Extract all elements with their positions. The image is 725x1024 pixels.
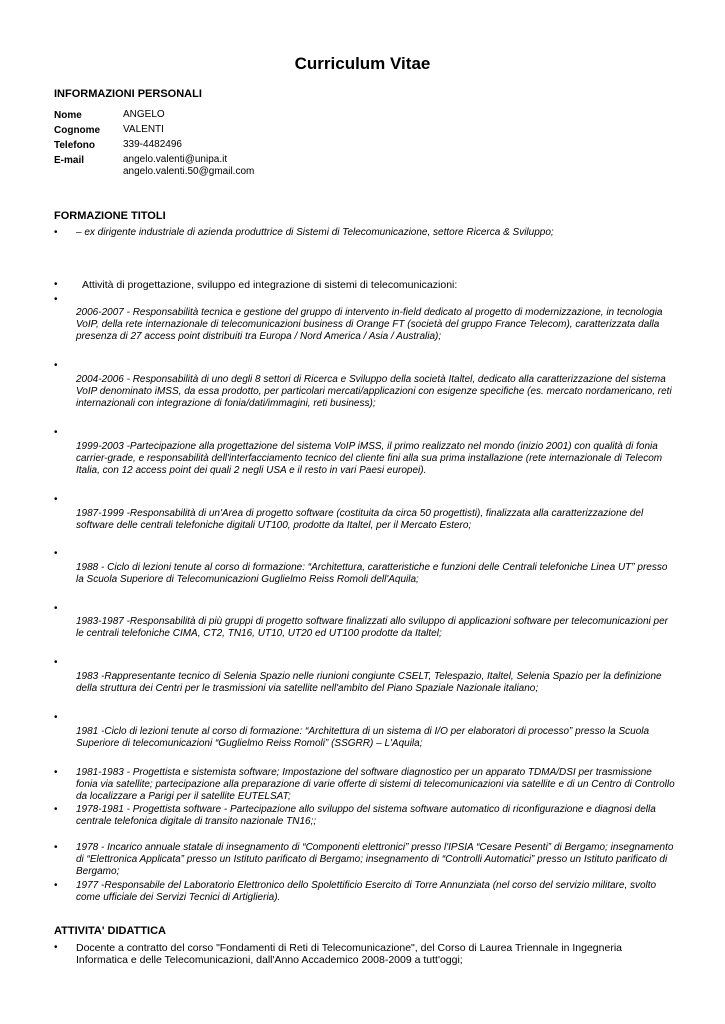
training-item: 1983 -Rappresentante tecnico di Selenia Spazio nelle riunioni congiunte CSELT, Telespazio, Italtel, Selenia Spazio per la definizione della struttura dei Centri per le trasmissioni via satellite nell'ambito del Piano Spaziale Nazionale italiano; xyxy=(76,671,662,694)
bullet: • xyxy=(54,548,58,559)
bullet: • xyxy=(54,360,58,371)
training-intro: – ex dirigente industriale di azienda produttrice di Sistemi di Telecomunicazione, settore Ricerca & Sviluppo; xyxy=(76,227,554,238)
phone-label: Telefono xyxy=(54,140,95,151)
bullet: • xyxy=(54,804,58,815)
bullet: • xyxy=(54,603,58,614)
training-item: 1981-1983 - Progettista e sistemista software; Impostazione del software diagnostico per un apparato TDMA/DSI per trasmissione fonia via satellite; partecipazione alla preparazione di varie offerte di sistemi di telecomunicazioni via satellite e di un Centro di Controllo da localizzare a Parigi per il satellite EUTELSAT; xyxy=(76,767,675,802)
email-value-1[interactable]: angelo.valenti@unipa.it xyxy=(123,154,228,165)
training-item: 1988 - Ciclo di lezioni tenute al corso di formazione: “Architettura, caratteristiche e funzioni delle Centrali telefoniche Linea UT” presso la Scuola Superiore di Telecomunicazioni Guglielmo Reiss Romoli dell'Aquila; xyxy=(76,562,668,585)
bullet: • xyxy=(54,712,58,723)
name-label: Nome xyxy=(54,110,82,121)
training-item: 1978 - Incarico annuale statale di insegnamento di “Componenti elettronici” presso l'IPSIA “Cesare Pesenti” di Bergamo; insegnamento di “Elettronica Applicata” presso un Istituto parificato di Bergamo; insegnamento di “Controlli Automatici” presso un Istituto parificato di Bergamo; xyxy=(76,842,674,877)
training-item: 1977 -Responsabile del Laboratorio Elettronico dello Spolettificio Esercito di Torre Annunziata (nel corso del servizio militare, svolto come ufficiale dei Servizi Tecnici di Artiglieria). xyxy=(76,880,657,903)
bullet: • xyxy=(54,880,58,891)
training-item: 1978-1981 - Progettista software - Partecipazione allo sviluppo del sistema software automatico di riconfigurazione e diagnosi della centrale telefonica digitale di transito nazionale TN16;; xyxy=(76,804,656,827)
name-value: ANGELO xyxy=(123,109,165,120)
document-title: Curriculum Vitae xyxy=(294,54,431,73)
teaching-heading: ATTIVITA' DIDATTICA xyxy=(54,925,166,937)
bullet: • xyxy=(54,279,58,290)
bullet: • xyxy=(54,427,58,438)
surname-value: VALENTI xyxy=(123,124,164,135)
bullet: • xyxy=(54,657,58,668)
teaching-item: Docente a contratto del corso "Fondamenti di Reti di Telecomunicazione", del Corso di Laurea Triennale in Ingegneria Informatica e delle Telecomunicazioni, dall'Anno Accademico 2008-2009 a tutt'oggi; xyxy=(76,942,622,966)
personal-info-heading: INFORMAZIONI PERSONALI xyxy=(54,88,202,100)
email-label: E-mail xyxy=(54,155,85,166)
bullet: • xyxy=(54,942,58,953)
email-value-2[interactable]: angelo.valenti.50@gmail.com xyxy=(123,166,255,177)
phone-value: 339-4482496 xyxy=(123,139,182,150)
training-item: 1983-1987 -Responsabilità di più gruppi di progetto software finalizzati allo sviluppo di applicazioni software per telecomunicazioni per le centrali telefoniche CIMA, CT2, TN16, UT10, UT20 ed UT100 prodotte da Italtel; xyxy=(76,616,669,639)
surname-label: Cognome xyxy=(54,125,101,136)
activities-intro: Attività di progettazione, sviluppo ed integrazione di sistemi di telecomunicazioni: xyxy=(82,279,458,291)
training-item: 1987-1999 -Responsabilità di un'Area di progetto software (costituita da circa 50 progettisti), finalizzata alla caratterizzazione del software delle centrali telefoniche digitali UT100, prodotte da Italtel, per il Mercato Estero; xyxy=(76,508,644,531)
bullet: • xyxy=(54,294,58,305)
bullet: • xyxy=(54,494,58,505)
training-item: 1981 -Ciclo di lezioni tenute al corso di formazione: “Architettura di un sistema di I/O per elaboratori di processo” presso la Scuola Superiore di telecomunicazioni “Guglielmo Reiss Romoli” (SSGRR) – L'Aquila; xyxy=(76,726,650,749)
training-heading: FORMAZIONE TITOLI xyxy=(54,210,166,222)
training-item: 2006-2007 - Responsabilità tecnica e gestione del gruppo di intervento in-field dedicato al progetto di modernizzazione, in tecnologia VoIP, della rete internazionale di telecomunicazioni business di Orange FT (società del gruppo France Telecom), caratterizzata dalla presenza di 27 access point distribuiti tra Europa / Nord America / Asia / Australia); xyxy=(76,307,663,342)
bullet: • xyxy=(54,842,58,853)
training-item: 1999-2003 -Partecipazione alla progettazione del sistema VoIP iMSS, il primo realizzato nel mondo (inizio 2001) con qualità di fonia carrier-grade, e responsabilità dell'interfacciamento tecnico del cliente fini alla sua prima installazione (rete internazionale di Telecom Italia, con 12 access point dei quali 2 negli USA e il resto in vari Paesi europei). xyxy=(76,441,663,476)
bullet: • xyxy=(54,767,58,778)
training-item: 2004-2006 - Responsabilità di uno degli 8 settori di Ricerca e Sviluppo della società Italtel, dedicato alla caratterizzazione del sistema VoIP denominato iMSS, da essa prodotto, per particolari mercati/applicazioni con esigenze specifiche (es. mercato nordamericano, reti internazionali con integrazione di fonia/dati/immagini, reti business); xyxy=(76,374,672,409)
bullet: • xyxy=(54,227,58,238)
